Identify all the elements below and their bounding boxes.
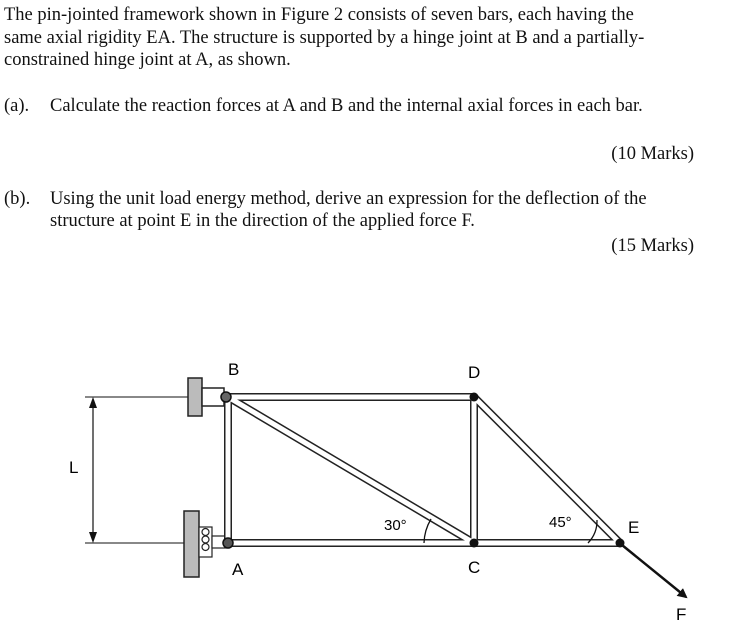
part-b-line-2: structure at point E in the direction of the applied force F. bbox=[50, 211, 475, 231]
node-label-c: C bbox=[468, 558, 481, 577]
force-arrow bbox=[622, 545, 686, 597]
dimension-L bbox=[85, 397, 222, 543]
intro-line-1: The pin-jointed framework shown in Figure 2 consists of seven bars, each having the bbox=[4, 5, 634, 25]
support-a bbox=[184, 511, 226, 577]
node-label-d: D bbox=[468, 363, 481, 382]
force-label-f: F bbox=[676, 605, 687, 624]
part-b-line-1: Using the unit load energy method, derive an expression for the deflection of the bbox=[50, 189, 647, 209]
part-b-label: (b). bbox=[4, 189, 31, 209]
part-a-text: Calculate the reaction forces at A and B and the internal axial forces in each bar. bbox=[50, 96, 643, 116]
intro-line-3: constrained hinge joint at A, as shown. bbox=[4, 50, 291, 70]
angle-label-c: 30° bbox=[384, 517, 407, 534]
intro-line-2: same axial rigidity EA. The structure is supported by a hinge joint at B and a partially- bbox=[4, 27, 645, 48]
node-label-a: A bbox=[232, 560, 244, 579]
part-a-label: (a). bbox=[4, 96, 30, 116]
part-b-marks: (15 Marks) bbox=[611, 236, 694, 256]
support-b bbox=[188, 378, 224, 416]
dimension-label-l: L bbox=[69, 458, 79, 477]
part-a-marks: (10 Marks) bbox=[611, 144, 694, 164]
node-label-b: B bbox=[228, 360, 240, 379]
node-label-e: E bbox=[628, 518, 640, 537]
angle-label-e: 45° bbox=[549, 514, 572, 531]
